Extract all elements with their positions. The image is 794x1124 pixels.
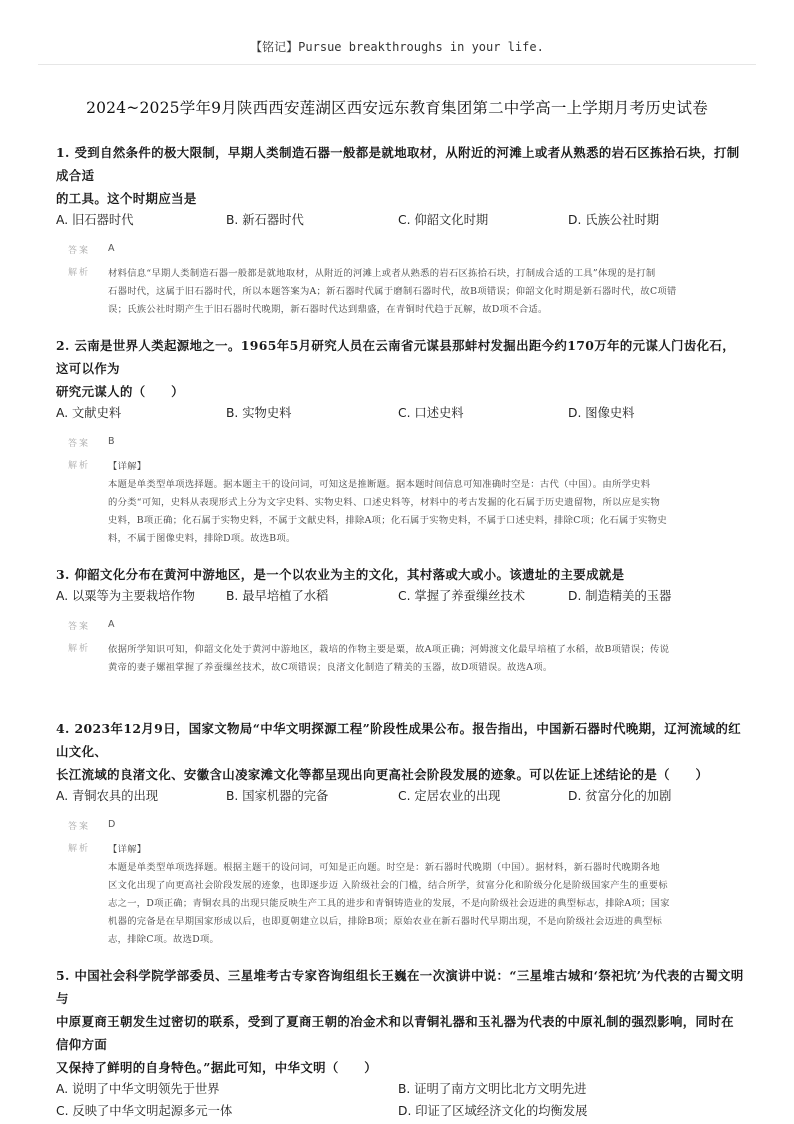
option-d[interactable]: D. 贫富分化的加剧 [568,789,672,803]
option-row [56,1079,746,1101]
answer-row [56,819,746,833]
analysis-line: 本题是单类型单项选择题。根据主题干的设问词，可知是正向题。时空是：新石器时代晚期（中国）。据材料，新石器时代晚期各地 [108,862,660,873]
analysis-line: 的分类“可知，史料从表现形式上分为文字史料、实物史料、口述史料等，材料中的考古发掘的化石属于历史遗留物，所以应是实物 [108,497,661,508]
question-stem: 2. 云南是世界人类起源地之一。1965年5月研究人员在云南省元谋县那蚌村发掘出距今约170万年的元谋人门齿化石，这可以作为 研究元谋人的（ ） [56,338,735,399]
analysis-block [56,458,746,548]
page-header: 【铭记】Pursue breakthroughs in your life. [250,40,544,54]
question-2 [56,334,746,548]
question-5 [56,964,746,1121]
option-d[interactable]: D. 制造精美的玉器 [568,589,672,603]
question-stem: 3. 仰韶文化分布在黄河中游地区，是一个以农业为主的文化，其村落或大或小。该遗址的主要成就是 [56,567,625,582]
analysis-line: 志之一，D项正确；青铜农具的出现只能反映生产工具的进步和青铜铸造业的发展，不是向阶级社会迈进的典型标志，排除A项；国家 [108,898,670,909]
option-c[interactable]: C. 仰韶文化时期 [398,213,489,227]
detail-tag: 【详解】 [108,461,147,472]
question-3 [56,563,746,677]
option-row [56,403,746,423]
answer-value: B [108,436,115,447]
analysis-line: 史料，B项正确；化石属于实物史料，不属于文献史料，排除A项；化石属于实物史料，不属于口述史料，排除C项；化石属于实物史 [108,515,667,526]
analysis-label: 解析 [68,844,91,854]
answer-label: 答案 [68,622,91,632]
answer-value: A [108,243,115,254]
option-b[interactable]: B. 证明了南方文明比北方文明先进 [398,1082,587,1096]
option-d[interactable]: D. 图像史料 [568,406,635,420]
analysis-line: 料，不属于图像史料，排除D项。故选B项。 [108,533,296,544]
answer-row [56,619,746,633]
analysis-block [56,265,746,319]
answer-label: 答案 [68,439,91,449]
option-c[interactable]: C. 反映了中华文明起源多元一体 [56,1104,233,1118]
option-a[interactable]: A. 说明了中华文明领先于世界 [56,1082,220,1096]
analysis-line: 机器的完备是在早期国家形成以后，也即夏朝建立以后，排除B项；原始农业在新石器时代早期出现，不是向阶级社会迈进的典型标 [108,916,663,927]
analysis-line: 黄帝的妻子嫘祖掌握了养蚕缫丝技术，故C项错误；良渚文化制造了精美的玉器，故D项错误。故选A项。 [108,662,553,673]
analysis-line: 石器时代，这属于旧石器时代，所以本题答案为A；新石器时代属于磨制石器时代，故B项错误；仰韶文化时期是新石器时代，故C项错 [108,286,677,297]
header-divider [38,64,756,65]
option-c[interactable]: C. 口述史料 [398,406,464,420]
answer-label: 答案 [68,822,91,832]
analysis-line: 依据所学知识可知，仰韶文化处于黄河中游地区，栽培的作物主要是粟，故A项正确；河姆渡文化最早培植了水稻，故B项错误；传说 [108,644,670,655]
option-b[interactable]: B. 国家机器的完备 [226,789,329,803]
analysis-line: 本题是单类型单项选择题。据本题主干的设问词，可知这是推断题。据本题时间信息可知准确时空是：古代（中国）。由所学史料 [108,479,651,490]
question-stem: 4. 2023年12月9日，国家文物局“中华文明探源工程”阶段性成果公布。报告指出，中国新石器时代晚期，辽河流域的红山文化、 长江流域的良渚文化、安徽含山凌家滩文化等都呈现出向更高社会阶段发展的迹象。可以佐证上述结论的是（ ） [56,721,742,782]
answer-row [56,436,746,450]
question-1 [56,141,746,319]
analysis-line: 区文化出现了向更高社会阶段发展的迹象，也即逐步迈 入阶级社会的门槛，结合所学，贫富分化和阶级分化是阶级国家产生的重要标 [108,880,668,891]
question-stem: 5. 中国社会科学院学部委员、三星堆考古专家咨询组组长王巍在一次演讲中说：“三星堆古城和‘祭祀坑’为代表的古蜀文明与 中原夏商王朝发生过密切的联系，受到了夏商王朝的冶金术和以青铜礼器和玉礼器为代表的中原礼制的强烈影响，同时在信仰方面 又保持了鲜明的自身特色。”据此可知，中华文明（ ） [56,968,744,1075]
exam-title: 2024~2025学年9月陕西西安莲湖区西安远东教育集团第二中学高一上学期月考历史试卷 [86,99,708,117]
question-stem: 1. 受到自然条件的极大限制，早期人类制造石器一般都是就地取材，从附近的河滩上或者从熟悉的岩石区拣拾石块，打制成合适 的工具。这个时期应当是 [56,145,740,206]
analysis-label: 解析 [68,268,91,278]
option-d[interactable]: D. 印证了区域经济文化的均衡发展 [398,1104,588,1118]
option-a[interactable]: A. 旧石器时代 [56,213,134,227]
option-b[interactable]: B. 实物史料 [226,406,292,420]
option-c[interactable]: C. 掌握了养蚕缫丝技术 [398,589,526,603]
analysis-label: 解析 [68,644,91,654]
analysis-line: 材料信息“早期人类制造石器一般都是就地取材，从附近的河滩上或者从熟悉的岩石区拣拾石块，打制成合适的工具”体现的是打制 [108,268,656,279]
detail-tag: 【详解】 [108,844,147,855]
question-4 [56,717,746,949]
option-row [56,210,746,230]
answer-label: 答案 [68,246,91,256]
analysis-label: 解析 [68,461,91,471]
option-c[interactable]: C. 定居农业的出现 [398,789,501,803]
analysis-line: 志，排除C项。故选D项。 [108,934,220,945]
option-a[interactable]: A. 文献史料 [56,406,122,420]
option-row [56,586,746,606]
option-a[interactable]: A. 青铜农具的出现 [56,789,159,803]
analysis-block [56,841,746,949]
answer-value: A [108,619,115,630]
option-row [56,786,746,806]
option-row [56,1101,746,1121]
answer-value: D [108,819,116,830]
option-b[interactable]: B. 最早培植了水稻 [226,589,329,603]
option-d[interactable]: D. 氏族公社时期 [568,213,660,227]
analysis-block [56,641,746,677]
option-b[interactable]: B. 新石器时代 [226,213,304,227]
analysis-line: 误；氏族公社时期产生于旧石器时代晚期，新石器时代达到鼎盛，在青铜时代趋于瓦解，故D项不合适。 [108,304,548,315]
answer-row [56,243,746,257]
option-a[interactable]: A. 以粟等为主要栽培作物 [56,589,195,603]
